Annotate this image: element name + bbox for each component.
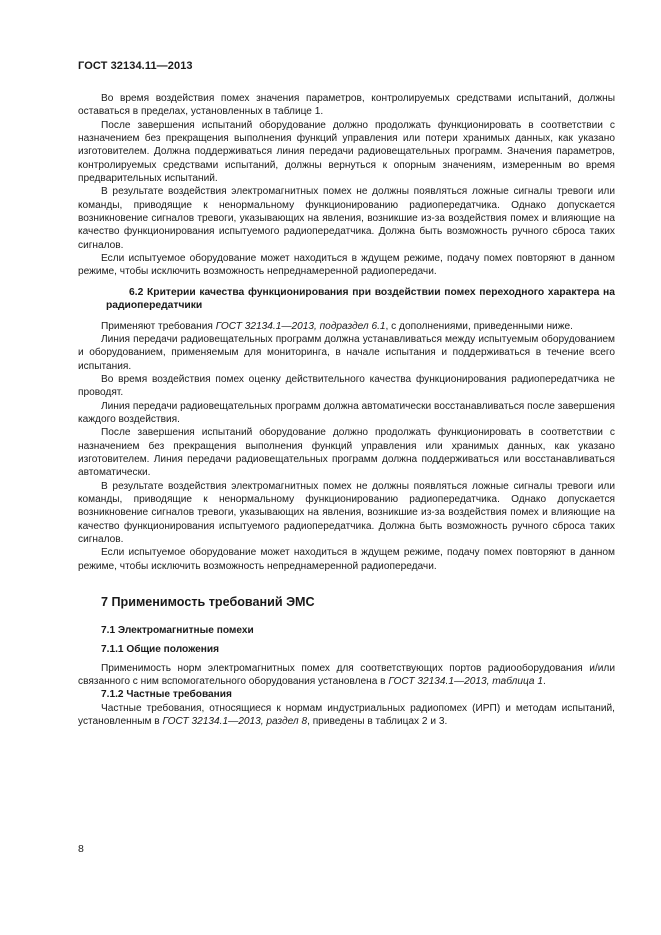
page-number: 8 <box>78 843 84 855</box>
paragraph: После завершения испытаний оборудование должно продолжать функционировать в соответствии с назначением без прекращения выполнения функций управления или хранимых данных, как указано изготовителем. Линия передачи радиовещательных программ должна поддерживаться или восстанавливаться автоматически. <box>78 427 615 479</box>
paragraph: Линия передачи радиовещательных программ должна устанавливаться между испытуемым оборудованием и оборудованием, применяемым для мониторинга, в начале испытания и поддерживаться в течение всего испытания. <box>78 333 615 372</box>
standard-reference: ГОСТ 32134.1—2013, подраздел 6.1 <box>215 320 386 332</box>
paragraph: После завершения испытаний оборудование должно продолжать функционировать в соответствии с назначением без прекращения выполнения функций управления или потери хранимых данных, как указано изготовителем. Должна поддерживаться линия передачи радиовещательных программ. Значения параметров, контролируемых средствами испытаний, должны вернуться к опорным значениям, измеренным во время предварительных испытаний. <box>78 119 615 185</box>
standard-reference: ГОСТ 32134.1—2013, таблица 1 <box>388 676 543 688</box>
paragraph: Применимость норм электромагнитных помех для соответствующих портов радиооборудования и/или связанного с ним вспомогательного оборудования установлена в ГОСТ 32134.1—2013, таблица 1. <box>78 662 615 688</box>
paragraph: В результате воздействия электромагнитных помех не должны появляться ложные сигналы тревоги или команды, приводящие к ненормальному функционированию радиопередатчика. Однако допускается возникновение сигналов тревоги, указывающих на явления, возникшие из-за воздействия помех и влияющие на качество функционирования испытуемого радиопередатчика. Должна быть возможность ручного сброса таких сигналов. <box>78 186 615 251</box>
section-7-1-1-heading: 7.1.1 Общие положения <box>101 644 219 656</box>
document-header: ГОСТ 32134.11—2013 <box>78 60 193 72</box>
paragraph: Частные требования, относящиеся к нормам индустриальных радиопомех (ИРП) и методам испытаний, установленным в ГОСТ 32134.1—2013, раздел 8, приведены в таблицах 2 и 3. <box>78 702 615 728</box>
section-6-2-heading: 6.2 Критерии качества функционирования при воздействии помех переходного характера на радиопередатчики <box>106 286 615 312</box>
paragraph: Если испытуемое оборудование может находиться в ждущем режиме, подачу помех повторяют в данном режиме, чтобы исключить возможность непреднамеренной радиопередачи. <box>78 253 615 278</box>
section-7-heading: 7 Применимость требований ЭМС <box>101 595 315 610</box>
standard-reference: ГОСТ 32134.1—2013, раздел 8 <box>162 716 308 728</box>
section-7-1-2-heading: 7.1.2 Частные требования <box>101 689 232 701</box>
paragraph: Во время воздействия помех оценку действительного качества функционирования радиопередатчика не проводят. <box>78 373 615 399</box>
paragraph: Если испытуемое оборудование может находиться в ждущем режиме, подачу помех повторяют в данном режиме, чтобы исключить возможность непреднамеренной радиопередачи. <box>78 547 615 572</box>
paragraph: Применяют требования ГОСТ 32134.1—2013, подраздел 6.1, с дополнениями, приведенными ниже. <box>101 320 573 332</box>
document-body <box>78 92 615 728</box>
section-7-1-heading: 7.1 Электромагнитные помехи <box>101 625 254 637</box>
paragraph: В результате воздействия электромагнитных помех не должны появляться ложные сигналы тревоги или команды, приводящие к ненормальному функционированию радиопередатчика. Однако допускается возникновение сигналов тревоги, указывающих на явления, возникшие из-за воздействия помех и влияющие на качество функционирования испытуемого радиопередатчика. Должна быть возможность ручного сброса таких сигналов. <box>78 480 615 545</box>
paragraph: Линия передачи радиовещательных программ должна автоматически восстанавливаться после завершения каждого воздействия. <box>78 400 615 425</box>
paragraph: Во время воздействия помех значения параметров, контролируемых средствами испытаний, должны оставаться в пределах, установленных в таблице 1. <box>78 93 615 118</box>
